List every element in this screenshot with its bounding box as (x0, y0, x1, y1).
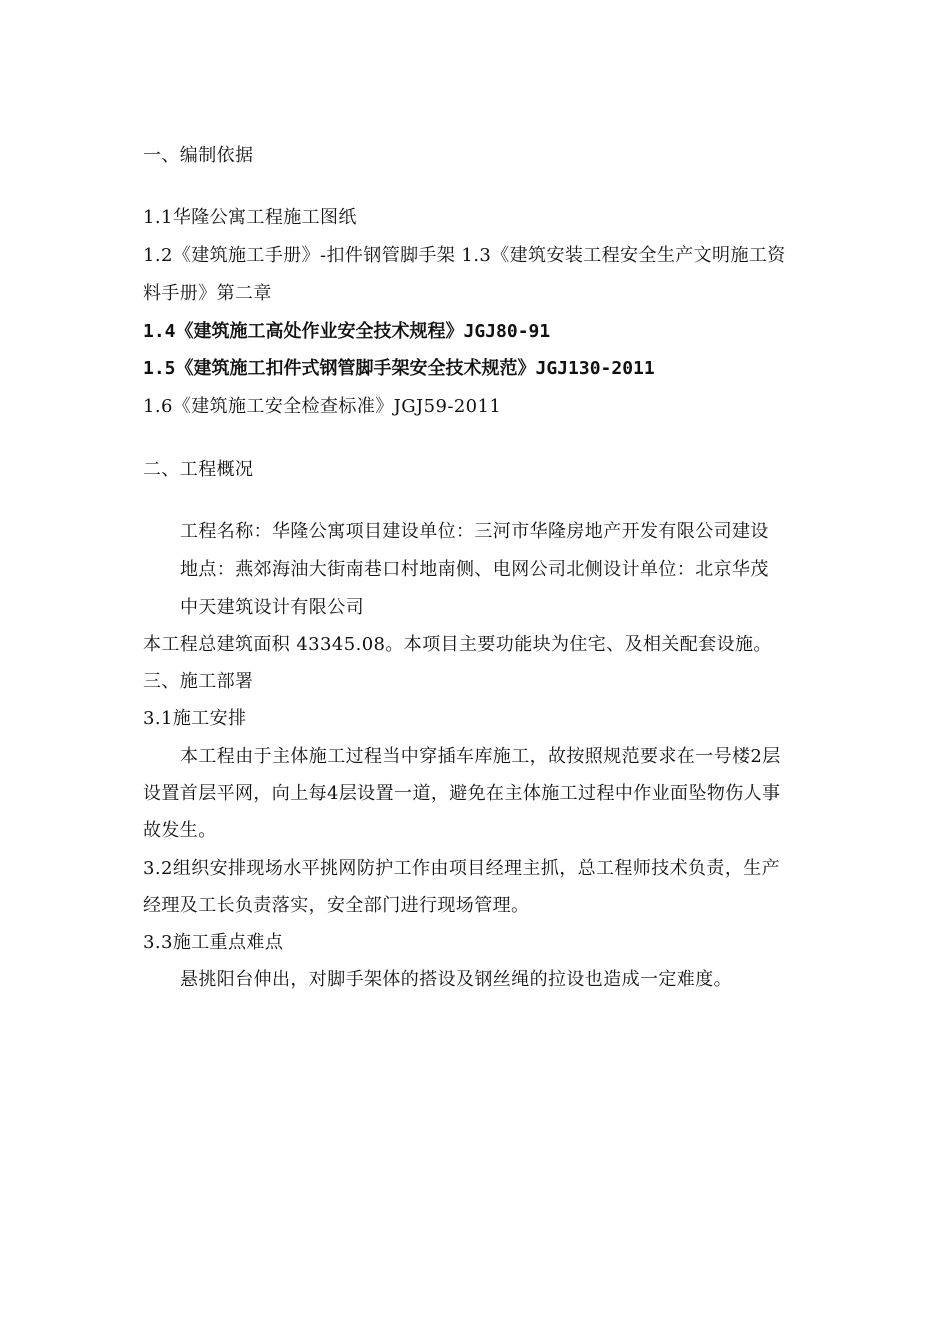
basis-item-1-2-line-2: 料手册》第二章 (143, 283, 272, 304)
basis-item-1-1: 1.1华隆公寓工程施工图纸 (143, 207, 357, 228)
subsection-3-1-line-1: 本工程由于主体施工过程当中穿插车库施工，故按照规范要求在一号楼2层 (180, 746, 781, 767)
subsection-3-3-title: 3.3施工重点难点 (143, 932, 284, 953)
overview-line-1: 工程名称：华隆公寓项目建设单位：三河市华隆房地产开发有限公司建设 (180, 521, 769, 542)
basis-item-1-4: 1.4《建筑施工高处作业安全技术规程》JGJ80-91 (143, 321, 551, 342)
basis-item-1-5: 1.5《建筑施工扣件式钢管脚手架安全技术规范》JGJ130-2011 (143, 358, 655, 379)
section-1-heading: 一、编制依据 (143, 145, 254, 166)
overview-line-3: 中天建筑设计有限公司 (180, 597, 364, 618)
overview-line-2: 地点：燕郊海油大街南巷口村地南侧、电网公司北侧设计单位：北京华茂 (180, 559, 769, 580)
subsection-3-1-title: 3.1施工安排 (143, 708, 247, 729)
subsection-3-3-line-1: 悬挑阳台伸出，对脚手架体的搭设及钢丝绳的拉设也造成一定难度。 (180, 969, 732, 990)
subsection-3-2-line-1: 3.2组织安排现场水平挑网防护工作由项目经理主抓，总工程师技术负责，生产 (143, 858, 781, 879)
basis-item-1-2-line-1: 1.2《建筑施工手册》-扣件钢管脚手架 1.3《建筑安装工程安全生产文明施工资 (143, 245, 786, 266)
section-3-heading: 三、施工部署 (143, 671, 254, 692)
subsection-3-2-line-2: 经理及工长负责落实，安全部门进行现场管理。 (143, 895, 530, 916)
subsection-3-1-line-2: 设置首层平网，向上每4层设置一道，避免在主体施工过程中作业面坠物伤人事 (143, 783, 781, 804)
overview-area-line: 本工程总建筑面积 43345.08。本项目主要功能块为住宅、及相关配套设施。 (143, 634, 772, 655)
basis-item-1-6: 1.6《建筑施工安全检查标准》JGJ59-2011 (143, 396, 502, 417)
section-2-heading: 二、工程概况 (143, 459, 254, 480)
subsection-3-1-line-3: 故发生。 (143, 820, 217, 841)
